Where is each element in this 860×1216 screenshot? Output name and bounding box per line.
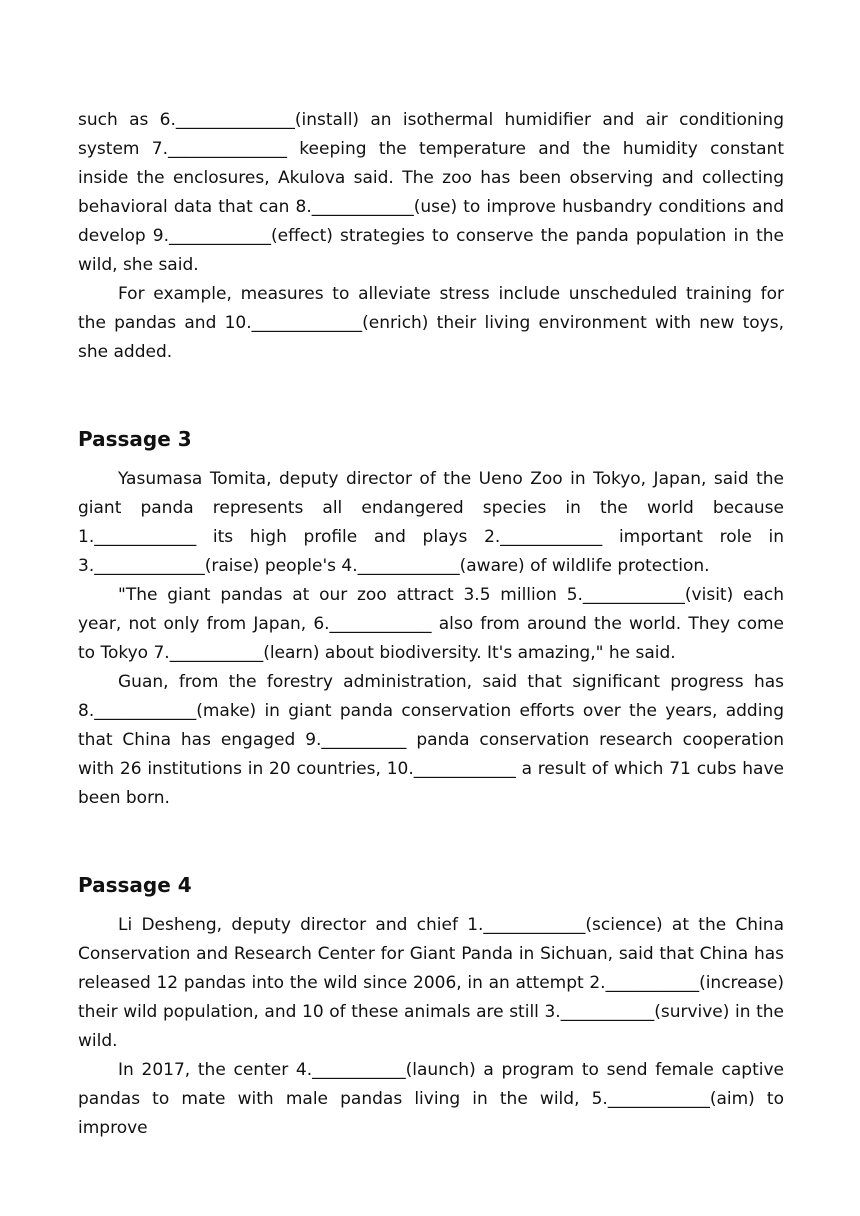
passage2-paragraph-1: such as 6.______________(install) an isothermal humidifier and air conditioning system 7.______________ keeping the temperature and the humidity constant inside the enclosures, Akulova said. The zoo has been observing and collecting behavioral data that can 8.____________(use) to improve husbandry conditions and develop 9.____________(effect) strategies to conserve the panda population in the wild, she said. — [78, 110, 784, 275]
passage3-paragraph-3: Guan, from the forestry administration, said that significant progress has 8.____________(make) in giant panda conservation efforts over the years, adding that China has engaged 9.__________ panda conservation research cooperation with 26 institutions in 20 countries, 10.____________ a result of which 71 cubs have been born. — [78, 672, 784, 808]
passage4-paragraph-2: In 2017, the center 4.___________(launch) a program to send female captive pandas to mate with male pandas living in the wild, 5.____________(aim) to improve — [78, 1060, 784, 1138]
passage4-heading: Passage 4 — [78, 873, 192, 897]
passage3-heading: Passage 3 — [78, 427, 192, 451]
document-page — [78, 106, 784, 1143]
passage2-paragraph-2: For example, measures to alleviate stress include unscheduled training for the pandas and 10._____________(enrich) their living environment with new toys, she added. — [78, 284, 784, 362]
passage3-paragraph-1: Yasumasa Tomita, deputy director of the Ueno Zoo in Tokyo, Japan, said the giant panda represents all endangered species in the world because 1.____________ its high profile and plays 2.____________ important role in 3._____________(raise) people's 4.____________(aware) of wildlife protection. — [78, 469, 784, 576]
passage4-paragraph-1: Li Desheng, deputy director and chief 1.____________(science) at the China Conservation and Research Center for Giant Panda in Sichuan, said that China has released 12 pandas into the wild since 2006, in an attempt 2.___________(increase) their wild population, and 10 of these animals are still 3.___________(survive) in the wild. — [78, 915, 784, 1051]
passage3-paragraph-2: "The giant pandas at our zoo attract 3.5 million 5.____________(visit) each year, not only from Japan, 6.____________ also from around the world. They come to Tokyo 7.___________(learn) about biodiversity. It's amazing," he said. — [78, 585, 784, 663]
